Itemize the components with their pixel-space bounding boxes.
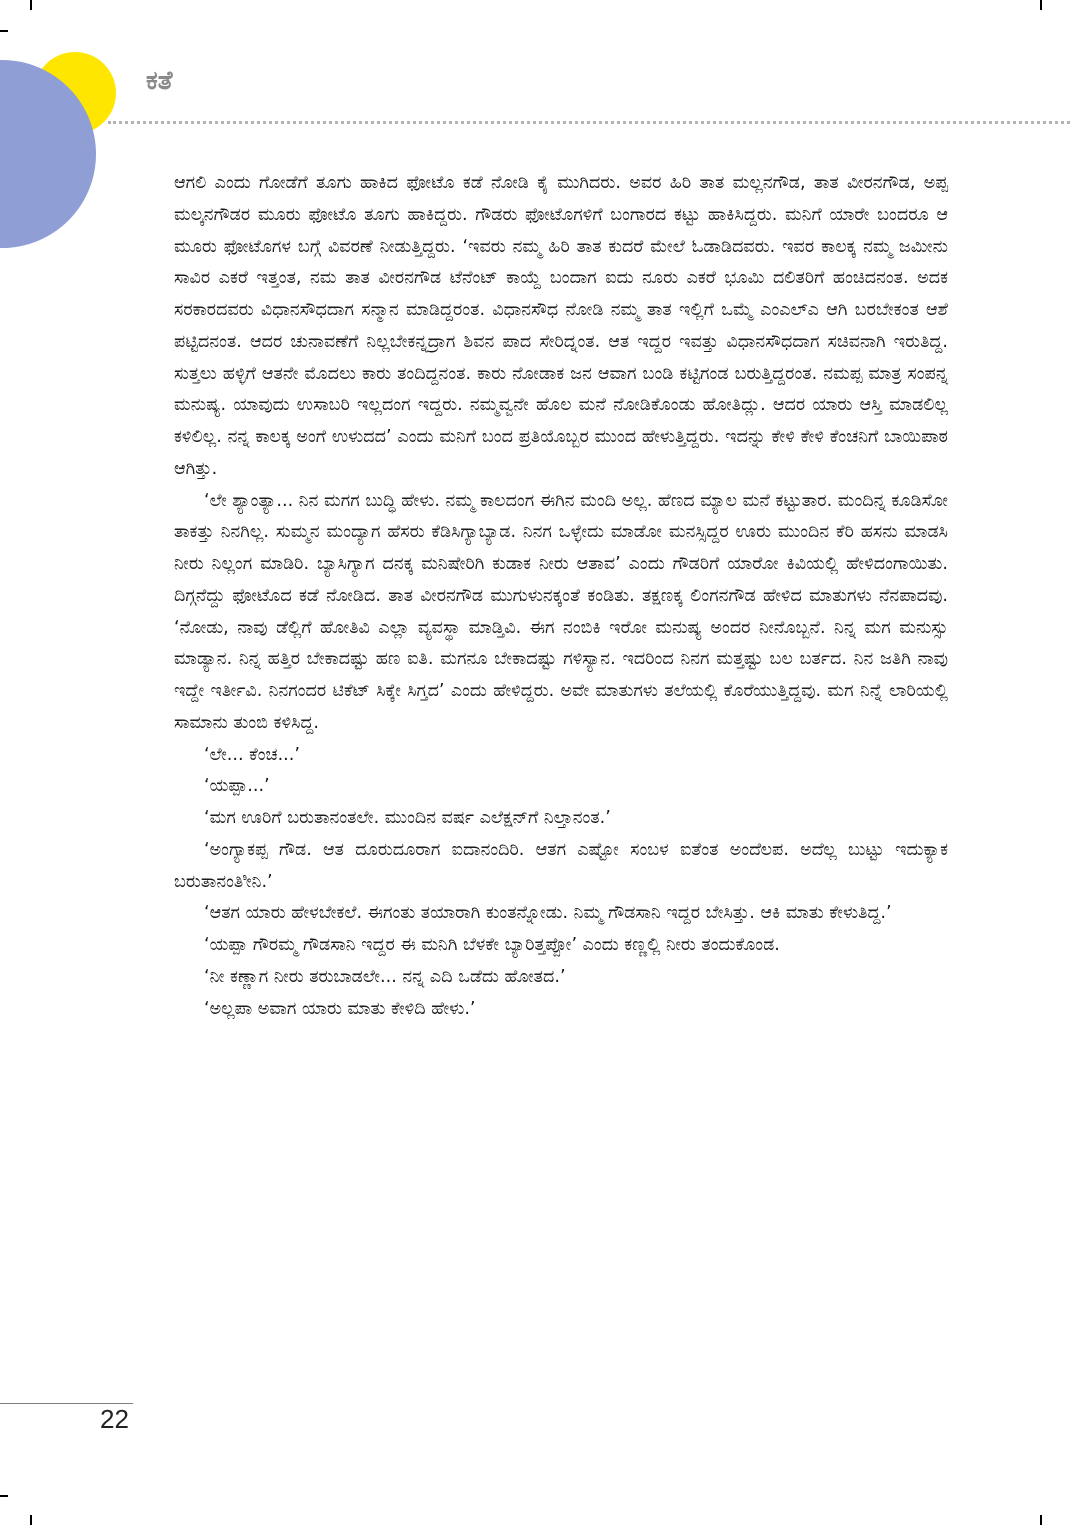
- dialogue-line: ‘ಮಗ ಊರಿಗೆ ಬರುತಾನಂತಲೇ. ಮುಂದಿನ ವರ್ಷ ಎಲೆಕ್ಷನ್‌ಗೆ ನಿಲ್ತಾನಂತ.’: [204, 808, 611, 828]
- crop-mark-bottom-right: [1040, 1515, 1042, 1525]
- dialogue-line: ‘ಅಂಗ್ಯಾಕಪ್ಪ ಗೌಡ. ಆತ ದೂರುದೂರಾಗ ಐದಾನಂದಿರಿ. ಆತಗ ಎಷ್ಟೋ ಸಂಬಳ ಐತೆಂತ ಅಂದೆಲಪ. ಅದೆಲ್ಲ ಬುಟ್ಟು ಇದುಕ್ಯಾಕ ಬರುತಾನಂತಿೀನಿ.’: [174, 839, 948, 892]
- story-body: [174, 168, 948, 1025]
- header-dotted-divider: [108, 121, 1070, 124]
- crop-mark-bottom-left: [30, 1515, 32, 1525]
- crop-mark-top-right: [1040, 0, 1042, 10]
- dialogue-line: ‘ಆತಗ ಯಾರು ಹೇಳಬೇಕಲೆ. ಈಗಂತು ತಯಾರಾಗಿ ಕುಂತನ್ನೋಡು. ನಿಮ್ಮ ಗೌಡಸಾನಿ ಇದ್ದರ ಬೇಸಿತ್ತು. ಆಕಿ ಮಾತು ಕೇಳುತಿದ್ದ.’: [204, 903, 892, 924]
- crop-mark-left-bottom: [0, 1495, 8, 1497]
- page-number: 22: [100, 1404, 129, 1434]
- crop-mark-top-left: [30, 0, 32, 10]
- dialogue-line: ‘ಅಲ್ಲಪಾ ಅವಾಗ ಯಾರು ಮಾತು ಕೇಳಿದಿ ಹೇಳು.’: [204, 998, 476, 1019]
- dialogue-line: ‘ಯಪ್ಪಾ...’: [204, 776, 270, 797]
- paragraph: ಆಗಲಿ ಎಂದು ಗೋಡೆಗೆ ತೂಗು ಹಾಕಿದ ಫೋಟೊ ಕಡೆ ನೋಡಿ ಕೈ ಮುಗಿದರು. ಅವರ ಹಿರಿ ತಾತ ಮಲ್ಲನಗೌಡ, ತಾತ ವೀರನಗೌಡ, ಅಪ್ಪ ಮಲ್ಕನಗೌಡರ ಮೂರು ಫೋಟೊ ತೂಗು ಹಾಕಿದ್ದರು. ಗೌಡರು ಫೋಟೊಗಳಿಗೆ ಬಂಗಾರದ ಕಟ್ಟು ಹಾಕಿಸಿದ್ದರು. ಮನಿಗೆ ಯಾರೇ ಬಂದರೂ ಆ ಮೂರು ಫೋಟೊಗಳ ಬಗ್ಗೆ ವಿವರಣೆ ನೀಡುತ್ತಿದ್ದರು. ‘ಇವರು ನಮ್ಮ ಹಿರಿ ತಾತ ಕುದರೆ ಮೇಲೆ ಓಡಾಡಿದವರು. ಇವರ ಕಾಲಕ್ಕ ನಮ್ಮ ಜಮೀನು ಸಾವಿರ ಎಕರೆ ಇತ್ತಂತ, ನಮ ತಾತ ವೀರನಗೌಡ ಟೆನೆಂಟ್ ಕಾಯ್ದೆ ಬಂದಾಗ ಐದು ನೂರು ಎಕರೆ ಭೂಮಿ ದಲಿತರಿಗೆ ಹಂಚಿದನಂತ. ಅದಕ ಸರಕಾರದವರು ವಿಧಾನಸೌಧದಾಗ ಸನ್ಮಾನ ಮಾಡಿದ್ದರಂತ. ವಿಧಾನಸೌಧ ನೋಡಿ ನಮ್ಮ ತಾತ ಇಲ್ಲಿಗೆ ಒಮ್ಮೆ ಎಂಎಲ್ಎ ಆಗಿ ಬರಬೇಕಂತ ಆಶೆ ಪಟ್ಟಿದನಂತ. ಆದರ ಚುನಾವಣೆಗೆ ನಿಲ್ಲಬೇಕನ್ನದ್ರಾಗ ಶಿವನ ಪಾದ ಸೇರಿದ್ನಂತ. ಆತ ಇದ್ದರ ಇವತ್ತು ವಿಧಾನಸೌಧದಾಗ ಸಚಿವನಾಗಿ ಇರುತಿದ್ದ. ಸುತ್ತಲು ಹಳ್ಳಿಗೆ ಆತನೇ ಮೊದಲು ಕಾರು ತಂದಿದ್ದನಂತ. ಕಾರು ನೋಡಾಕ ಜನ ಆವಾಗ ಬಂಡಿ ಕಟ್ಟಿಗಂಡ ಬರುತ್ತಿದ್ದರಂತ. ನಮಪ್ಪ ಮಾತ್ರ ಸಂಪನ್ನ ಮನುಷ್ಯ. ಯಾವುದು ಉಸಾಬರಿ ಇಲ್ಲದಂಗ ಇದ್ದರು. ನಮ್ಮವ್ವನೇ ಹೊಲ ಮನೆ ನೋಡಿಕೊಂಡು ಹೋತಿದ್ಲು. ಆದರ ಯಾರು ಆಸ್ತಿ ಮಾಡಲಿಲ್ಲ ಕಳಿಲಿಲ್ಲ. ನನ್ನ ಕಾಲಕ್ಕ ಅಂಗೆ ಉಳುದದ’ ಎಂದು ಮನಿಗೆ ಬಂದ ಪ್ರತಿಯೊಬ್ಬರ ಮುಂದ ಹೇಳುತ್ತಿದ್ದರು. ಇದನ್ನು ಕೇಳಿ ಕೇಳಿ ಕೆಂಚನಿಗೆ ಬಾಯಿಪಾಠ ಆಗಿತ್ತು.: [174, 173, 948, 479]
- dialogue-line: ‘ಲೇ... ಕೆಂಚ...’: [204, 744, 300, 765]
- crop-mark-left-top: [0, 30, 8, 32]
- section-label: ಕತೆ: [146, 66, 173, 96]
- dialogue-line: ‘ಯಪ್ಪಾ ಗೌರಮ್ಮ ಗೌಡಸಾನಿ ಇದ್ದರ ಈ ಮನಿಗಿ ಬೆಳಕೇ ಬ್ಯಾರಿತ್ತಪ್ಪೋ’ ಎಂದು ಕಣ್ಣಲ್ಲಿ ನೀರು ತಂದುಕೊಂಡ.: [204, 935, 780, 955]
- paragraph: ‘ಲೇ ಶ್ಯಾಂತ್ಯಾ... ನಿನ ಮಗಗ ಬುದ್ಧಿ ಹೇಳು. ನಮ್ಮ ಕಾಲದಂಗ ಈಗಿನ ಮಂದಿ ಅಲ್ಲ. ಹೆಣದ ಮ್ಯಾಲ ಮನೆ ಕಟ್ಟುತಾರ. ಮಂದಿನ್ನ ಕೂಡಿಸೋ ತಾಕತ್ತು ನಿನಗಿಲ್ಲ. ಸುಮ್ಮನ ಮಂದ್ಯಾಗ ಹೆಸರು ಕೆಡಿಸಿಗ್ಯಾಬ್ಯಾಡ. ನಿನಗ ಒಳ್ಳೇದು ಮಾಡೋ ಮನಸ್ಸಿದ್ದರ ಊರು ಮುಂದಿನ ಕೆರಿ ಹಸನು ಮಾಡಸಿ ನೀರು ನಿಲ್ಲಂಗ ಮಾಡಿರಿ. ಬ್ಯಾಸಿಗ್ಯಾಗ ದನಕ್ಕ ಮನಿಷೇರಿಗಿ ಕುಡಾಕ ನೀರು ಆತಾವ’ ಎಂದು ಗೌಡರಿಗೆ ಯಾರೋ ಕಿವಿಯಲ್ಲಿ ಹೇಳಿದಂಗಾಯಿತು. ದಿಗ್ಗನೆದ್ದು ಫೋಟೊದ ಕಡೆ ನೋಡಿದ. ತಾತ ವೀರನಗೌಡ ಮುಗುಳುನಕ್ಕಂತೆ ಕಂಡಿತು. ತಕ್ಷಣಕ್ಕ ಲಿಂಗನಗೌಡ ಹೇಳಿದ ಮಾತುಗಳು ನೆನಪಾದವು. ‘ನೋಡು, ನಾವು ಡೆಲ್ಲಿಗೆ ಹೋತಿವಿ ಎಲ್ಲಾ ವ್ಯವಸ್ಥಾ ಮಾಡ್ತಿವಿ. ಈಗ ನಂಬಿಕಿ ಇರೋ ಮನುಷ್ಯ ಅಂದರ ನೀನೊಬ್ಬನೆ. ನಿನ್ನ ಮಗ ಮನುಸ್ಸು ಮಾಡ್ಯಾನ. ನಿನ್ನ ಹತ್ತಿರ ಬೇಕಾದಷ್ಟು ಹಣ ಐತಿ. ಮಗನೂ ಬೇಕಾದಷ್ಟು ಗಳಿಸ್ಯಾನ. ಇದರಿಂದ ನಿನಗ ಮತ್ತಷ್ಟು ಬಲ ಬರ್ತದ. ನಿನ ಜತಿಗಿ ನಾವು ಇದ್ದೇ ಇರ್ತೀವಿ. ನಿನಗಂದರ ಟಿಕೆಟ್ ಸಿಕ್ಕೇ ಸಿಗ್ತದ’ ಎಂದು ಹೇಳಿದ್ದರು. ಅವೇ ಮಾತುಗಳು ತಲೆಯಲ್ಲಿ ಕೊರೆಯುತ್ತಿದ್ದವು. ಮಗ ನಿನ್ನೆ ಲಾರಿಯಲ್ಲಿ ಸಾಮಾನು ತುಂಬಿ ಕಳಿಸಿದ್ದ.: [174, 490, 948, 733]
- dialogue-line: ‘ನೀ ಕಣ್ಣಾಗ ನೀರು ತರುಬಾಡಲೇ... ನನ್ನ ಎದಿ ಒಡೆದು ಹೋತದ.’: [204, 966, 566, 987]
